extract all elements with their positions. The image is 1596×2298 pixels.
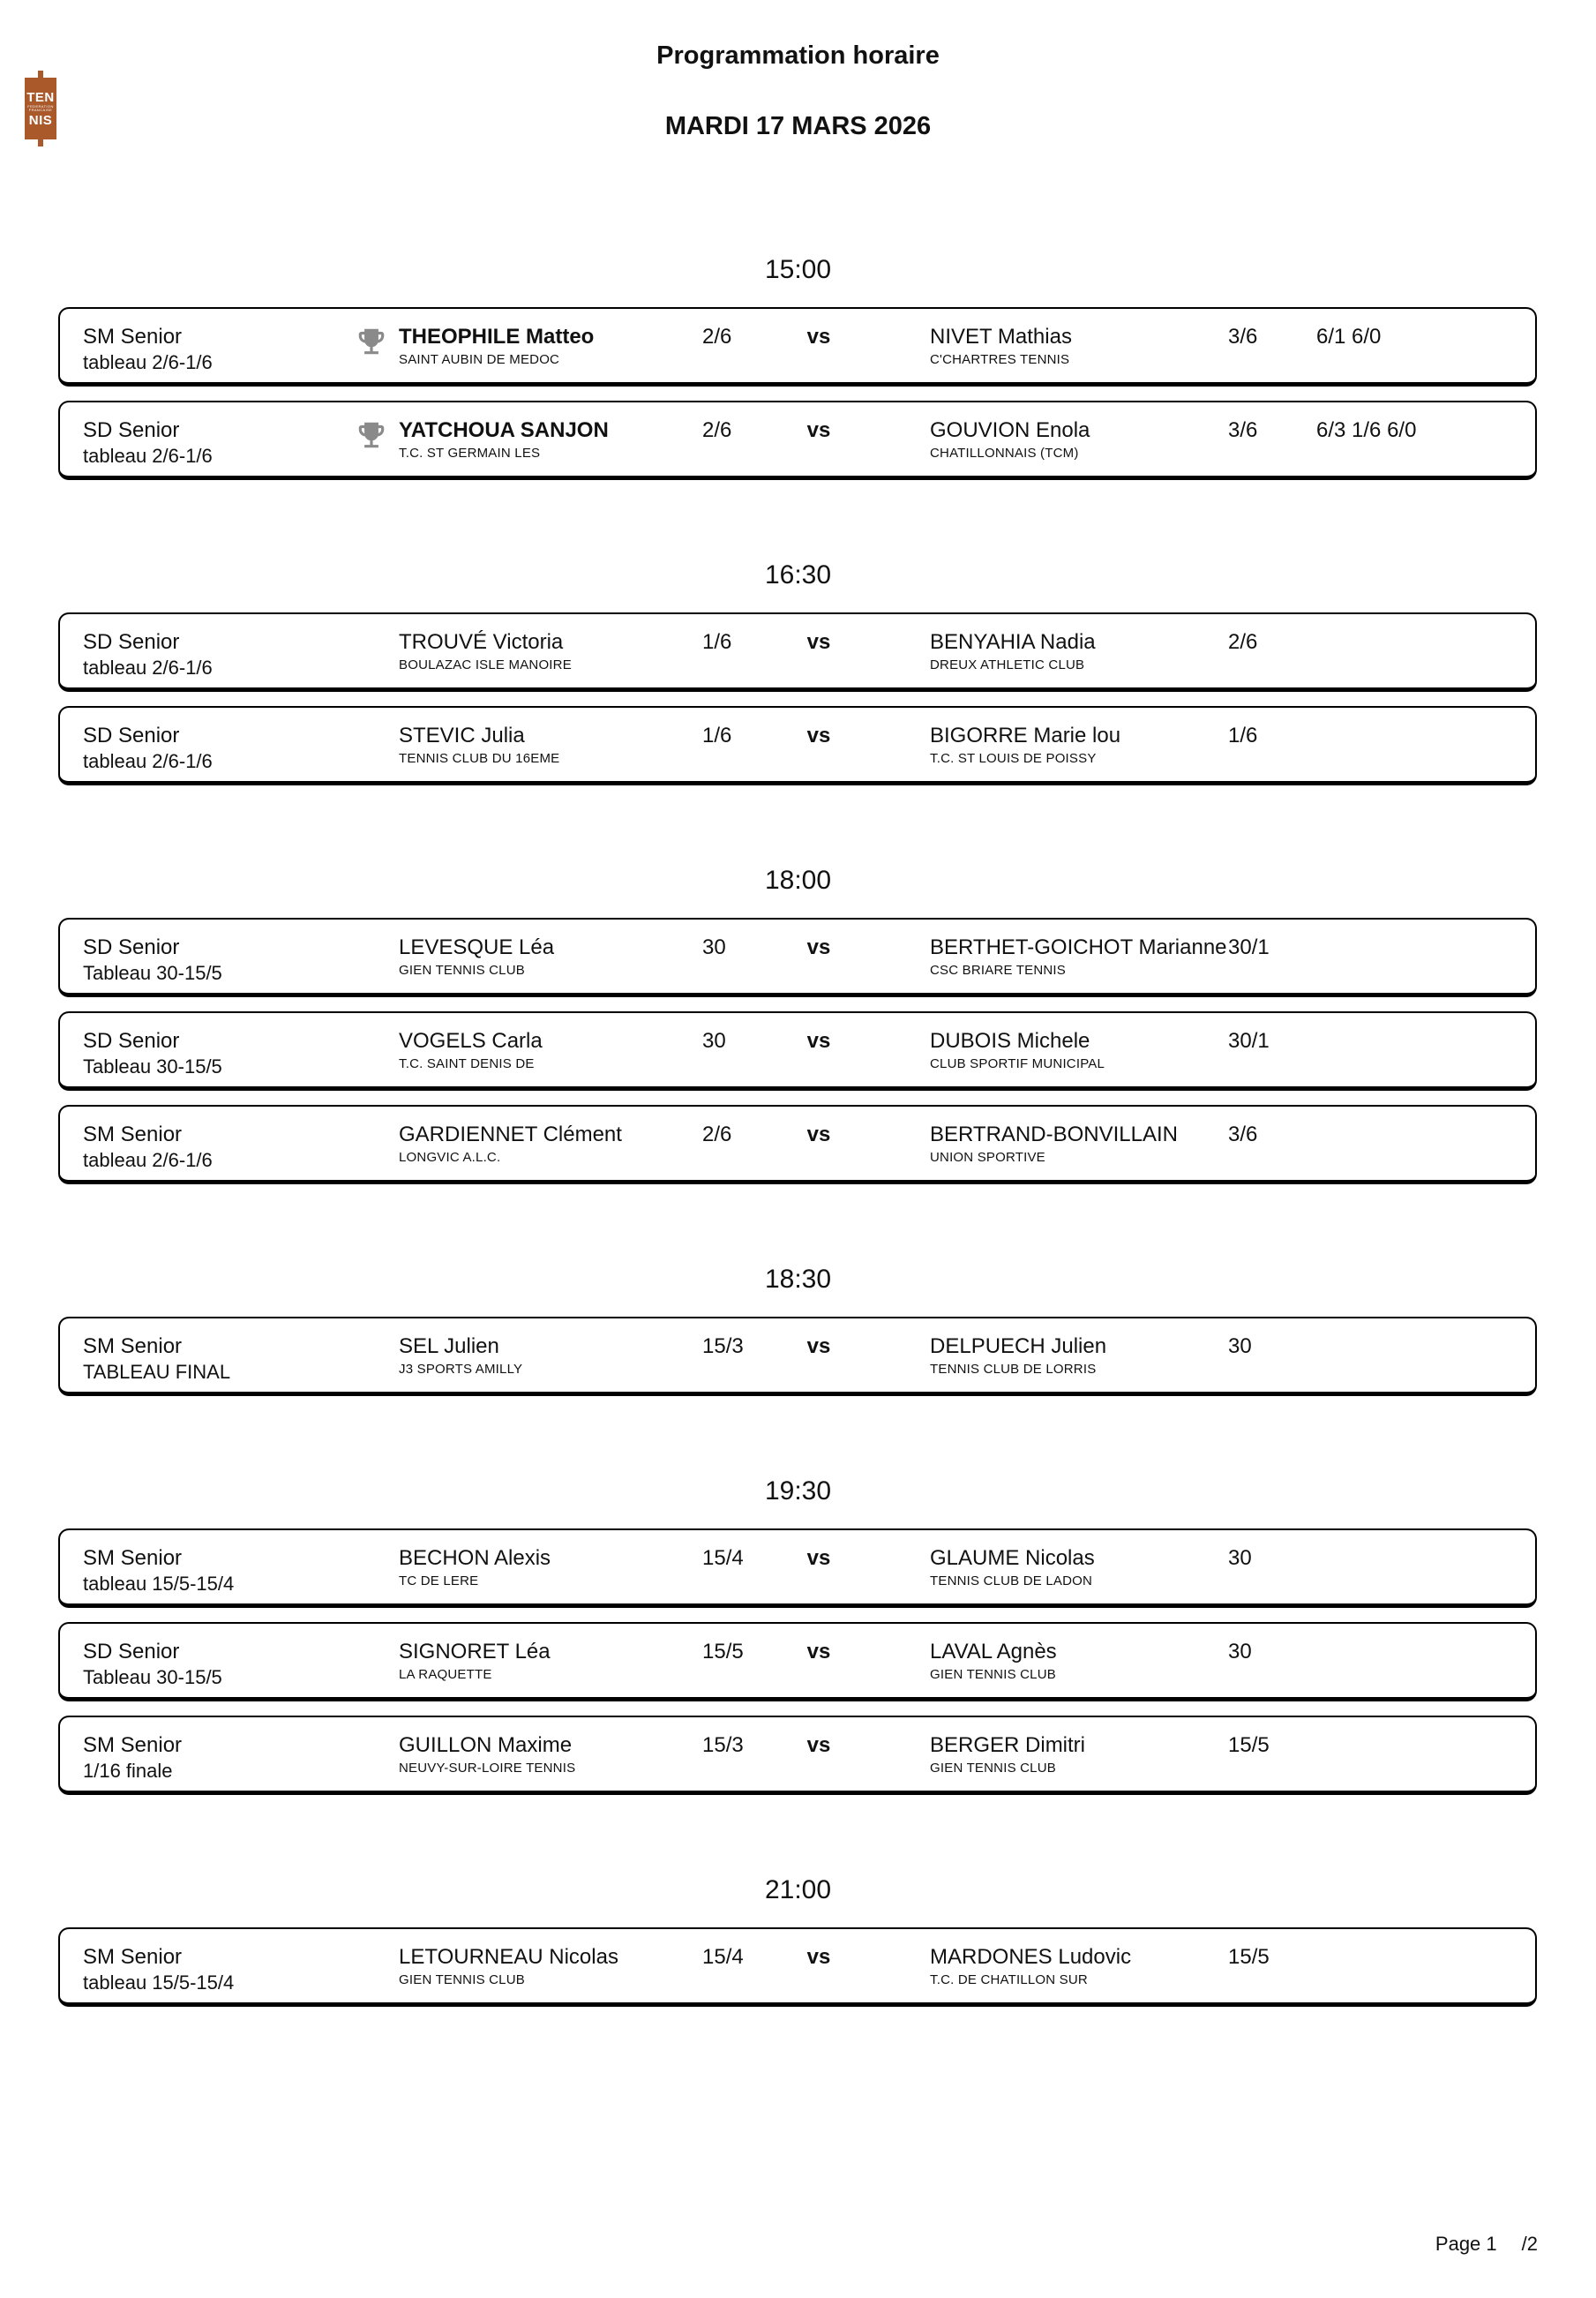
player1-rank: 30 (702, 935, 726, 959)
player1-block (399, 1945, 618, 1988)
section-time: 21:00 (764, 1875, 832, 1904)
match-card (58, 612, 1537, 692)
player1-club: SAINT AUBIN DE MEDOC (399, 352, 560, 367)
player2-club: CLUB SPORTIF MUNICIPAL (930, 1056, 1105, 1071)
player2-rank: 15/5 (1228, 1733, 1270, 1757)
player2-name: GLAUME Nicolas (930, 1546, 1095, 1570)
player1-name: BECHON Alexis (399, 1546, 551, 1570)
player1-rank: 15/3 (702, 1334, 744, 1358)
match-card (58, 1622, 1537, 1701)
match-list (0, 612, 1596, 785)
vs-label: vs (806, 724, 831, 747)
page-number: Page 1 (1435, 2233, 1497, 2255)
logo-box (25, 78, 56, 139)
player1-club: GIEN TENNIS CLUB (399, 1972, 525, 1987)
match-card (58, 1927, 1537, 2007)
player1-club: LA RAQUETTE (399, 1667, 492, 1682)
match-category: SM Senior (83, 1945, 183, 1969)
time-section (0, 1264, 1596, 1396)
player1-name: SIGNORET Léa (399, 1640, 551, 1663)
player1-club: TC DE LERE (399, 1573, 479, 1588)
match-bracket: tableau 2/6-1/6 (83, 351, 213, 373)
player1-block (399, 1334, 522, 1378)
player1-block (399, 1029, 543, 1072)
logo-tick-bottom (38, 139, 43, 146)
logo-text-federation-line1: FEDERATION (27, 103, 54, 109)
vs-label: vs (806, 630, 831, 654)
player2-rank: 30 (1228, 1546, 1252, 1570)
player1-club: T.C. SAINT DENIS DE (399, 1056, 535, 1071)
player2-club: T.C. DE CHATILLON SUR (930, 1972, 1088, 1987)
player1-rank: 1/6 (702, 630, 732, 654)
player2-name: BERGER Dimitri (930, 1733, 1086, 1757)
player2-rank: 3/6 (1228, 1123, 1258, 1146)
player2-rank: 30/1 (1228, 1029, 1270, 1053)
section-time: 19:30 (764, 1476, 832, 1506)
match-category: SM Senior (83, 325, 183, 349)
player2-club: DREUX ATHLETIC CLUB (930, 657, 1085, 672)
player2-name: DUBOIS Michele (930, 1029, 1090, 1053)
player1-name: SEL Julien (399, 1334, 499, 1358)
match-list (0, 918, 1596, 1184)
player1-club: LONGVIC A.L.C. (399, 1150, 501, 1165)
player1-rank: 2/6 (702, 325, 732, 349)
match-card (58, 1317, 1537, 1396)
match-score: 6/3 1/6 6/0 (1316, 418, 1417, 442)
match-category-block (83, 935, 222, 985)
match-category: SD Senior (83, 724, 180, 747)
player1-block (399, 1733, 575, 1776)
time-section (0, 1476, 1596, 1795)
match-category: SD Senior (83, 630, 180, 654)
player2-rank: 2/6 (1228, 630, 1258, 654)
match-bracket: Tableau 30-15/5 (83, 1055, 222, 1078)
player2-rank: 1/6 (1228, 724, 1258, 747)
fft-tennis-logo (25, 71, 56, 146)
player2-club: T.C. ST LOUIS DE POISSY (930, 751, 1097, 766)
match-list (0, 1317, 1596, 1396)
trophy-icon (355, 417, 390, 457)
player2-club: CSC BRIARE TENNIS (930, 963, 1066, 978)
match-card (58, 1716, 1537, 1795)
time-section (0, 559, 1596, 785)
vs-label: vs (806, 1640, 831, 1663)
match-category-block (83, 1733, 182, 1783)
match-card (58, 1528, 1537, 1608)
player2-name: NIVET Mathias (930, 325, 1072, 349)
match-category: SD Senior (83, 1640, 180, 1663)
player2-block (930, 418, 1090, 462)
match-category: SM Senior (83, 1334, 183, 1358)
player2-club: C'CHARTRES TENNIS (930, 352, 1070, 367)
player2-club: CHATILLONNAIS (TCM) (930, 446, 1079, 461)
player1-block (399, 1123, 622, 1166)
vs-label: vs (806, 1334, 831, 1358)
match-bracket: 1/16 finale (83, 1760, 173, 1782)
section-time: 15:00 (764, 255, 832, 284)
logo-text-federation-line2: FRANCAISE (28, 108, 53, 112)
player2-block (930, 1334, 1106, 1378)
player1-club: T.C. ST GERMAIN LES (399, 446, 541, 461)
player2-block (930, 1733, 1085, 1776)
player1-rank: 15/4 (702, 1945, 744, 1969)
player2-block (930, 1546, 1095, 1589)
match-card (58, 918, 1537, 997)
player1-name: YATCHOUA SANJON (399, 418, 609, 442)
section-time: 18:00 (764, 866, 832, 895)
match-card (58, 1011, 1537, 1091)
section-time: 18:30 (764, 1265, 832, 1294)
vs-label: vs (806, 1733, 831, 1757)
match-bracket: tableau 2/6-1/6 (83, 750, 213, 772)
logo-tick-top (38, 71, 43, 78)
player2-name: BENYAHIA Nadia (930, 630, 1096, 654)
player1-rank: 15/3 (702, 1733, 744, 1757)
match-list (0, 1927, 1596, 2007)
player1-name: LEVESQUE Léa (399, 935, 555, 959)
player2-block (930, 1640, 1057, 1683)
player1-name: GARDIENNET Clément (399, 1123, 622, 1146)
player2-name: BIGORRE Marie lou (930, 724, 1121, 747)
player2-club: GIEN TENNIS CLUB (930, 1667, 1056, 1682)
player1-rank: 2/6 (702, 418, 732, 442)
player1-rank: 1/6 (702, 724, 732, 747)
player2-block (930, 1945, 1131, 1988)
player1-name: VOGELS Carla (399, 1029, 543, 1053)
match-list (0, 307, 1596, 480)
match-bracket: Tableau 30-15/5 (83, 1666, 222, 1688)
player1-name: THEOPHILE Matteo (399, 325, 595, 349)
player1-block (399, 418, 609, 462)
time-section (0, 1874, 1596, 2007)
player1-block (399, 724, 559, 767)
match-bracket: Tableau 30-15/5 (83, 962, 222, 984)
match-bracket: tableau 2/6-1/6 (83, 657, 213, 679)
match-bracket: tableau 15/5-15/4 (83, 1971, 235, 1994)
time-section (0, 254, 1596, 480)
player2-block (930, 935, 1227, 979)
vs-label: vs (806, 1123, 831, 1146)
player1-block (399, 325, 594, 368)
player1-name: STEVIC Julia (399, 724, 525, 747)
player2-club: UNION SPORTIVE (930, 1150, 1045, 1165)
player2-block (930, 325, 1072, 368)
match-category-block (83, 1334, 230, 1384)
match-category: SD Senior (83, 418, 180, 442)
page-footer (1435, 2233, 1538, 2256)
player2-club: GIEN TENNIS CLUB (930, 1761, 1056, 1776)
player1-block (399, 935, 554, 979)
time-section (0, 865, 1596, 1184)
match-category-block (83, 1029, 222, 1078)
player2-name: BERTRAND-BONVILLAIN (930, 1123, 1178, 1146)
match-bracket: TABLEAU FINAL (83, 1361, 231, 1383)
match-category: SM Senior (83, 1733, 183, 1757)
match-category-block (83, 1640, 222, 1689)
logo-text-federation (27, 105, 53, 113)
player1-name: LETOURNEAU Nicolas (399, 1945, 618, 1969)
player2-block (930, 724, 1120, 767)
trophy-icon (355, 323, 390, 364)
player1-block (399, 1546, 551, 1589)
schedule-page (0, 39, 1596, 2298)
player1-club: TENNIS CLUB DU 16EME (399, 751, 560, 766)
vs-label: vs (806, 1945, 831, 1969)
player2-rank: 3/6 (1228, 418, 1258, 442)
match-bracket: tableau 2/6-1/6 (83, 1149, 213, 1171)
match-category-block (83, 1546, 234, 1596)
player2-rank: 15/5 (1228, 1945, 1270, 1969)
player1-club: J3 SPORTS AMILLY (399, 1362, 523, 1377)
player2-name: MARDONES Ludovic (930, 1945, 1132, 1969)
player1-name: TROUVÉ Victoria (399, 630, 564, 654)
player2-club: TENNIS CLUB DE LADON (930, 1573, 1093, 1588)
match-card (58, 1105, 1537, 1184)
match-category: SD Senior (83, 935, 180, 959)
logo-text-ten: TEN (26, 89, 55, 105)
player2-block (930, 1029, 1105, 1072)
player1-rank: 15/5 (702, 1640, 744, 1663)
match-category: SM Senior (83, 1546, 183, 1570)
player1-rank: 2/6 (702, 1123, 732, 1146)
player2-block (930, 630, 1096, 673)
match-list (0, 1528, 1596, 1795)
match-category-block (83, 1123, 213, 1172)
player1-block (399, 1640, 551, 1683)
match-category: SM Senior (83, 1123, 183, 1146)
player1-club: GIEN TENNIS CLUB (399, 963, 525, 978)
player2-rank: 30 (1228, 1334, 1252, 1358)
match-bracket: tableau 2/6-1/6 (83, 445, 213, 467)
player2-name: BERTHET-GOICHOT Marianne (930, 935, 1227, 959)
match-card (58, 706, 1537, 785)
match-category-block (83, 1945, 234, 1994)
player1-club: BOULAZAC ISLE MANOIRE (399, 657, 572, 672)
match-bracket: tableau 15/5-15/4 (83, 1573, 235, 1595)
match-category-block (83, 418, 213, 468)
match-card (58, 307, 1537, 387)
player2-rank: 30/1 (1228, 935, 1270, 959)
page-date: MARDI 17 MARS 2026 (664, 112, 932, 140)
player1-club: NEUVY-SUR-LOIRE TENNIS (399, 1761, 576, 1776)
vs-label: vs (806, 1029, 831, 1053)
logo-text-nis: NIS (28, 112, 53, 128)
player2-name: DELPUECH Julien (930, 1334, 1107, 1358)
vs-label: vs (806, 1546, 831, 1570)
player2-rank: 3/6 (1228, 325, 1258, 349)
vs-label: vs (806, 935, 831, 959)
player1-rank: 30 (702, 1029, 726, 1053)
match-category: SD Senior (83, 1029, 180, 1053)
player2-name: LAVAL Agnès (930, 1640, 1057, 1663)
player1-name: GUILLON Maxime (399, 1733, 573, 1757)
page-title: Programmation horaire (656, 41, 940, 70)
match-category-block (83, 630, 213, 680)
vs-label: vs (806, 325, 831, 349)
section-time: 16:30 (764, 560, 832, 590)
player2-rank: 30 (1228, 1640, 1252, 1663)
match-card (58, 401, 1537, 480)
match-score: 6/1 6/0 (1316, 325, 1382, 349)
sections (0, 254, 1596, 2007)
page-total: /2 (1521, 2233, 1538, 2255)
player2-block (930, 1123, 1178, 1166)
vs-label: vs (806, 418, 831, 442)
match-category-block (83, 724, 213, 773)
player1-block (399, 630, 572, 673)
player2-club: TENNIS CLUB DE LORRIS (930, 1362, 1097, 1377)
match-category-block (83, 325, 213, 374)
player2-name: GOUVION Enola (930, 418, 1090, 442)
player1-rank: 15/4 (702, 1546, 744, 1570)
